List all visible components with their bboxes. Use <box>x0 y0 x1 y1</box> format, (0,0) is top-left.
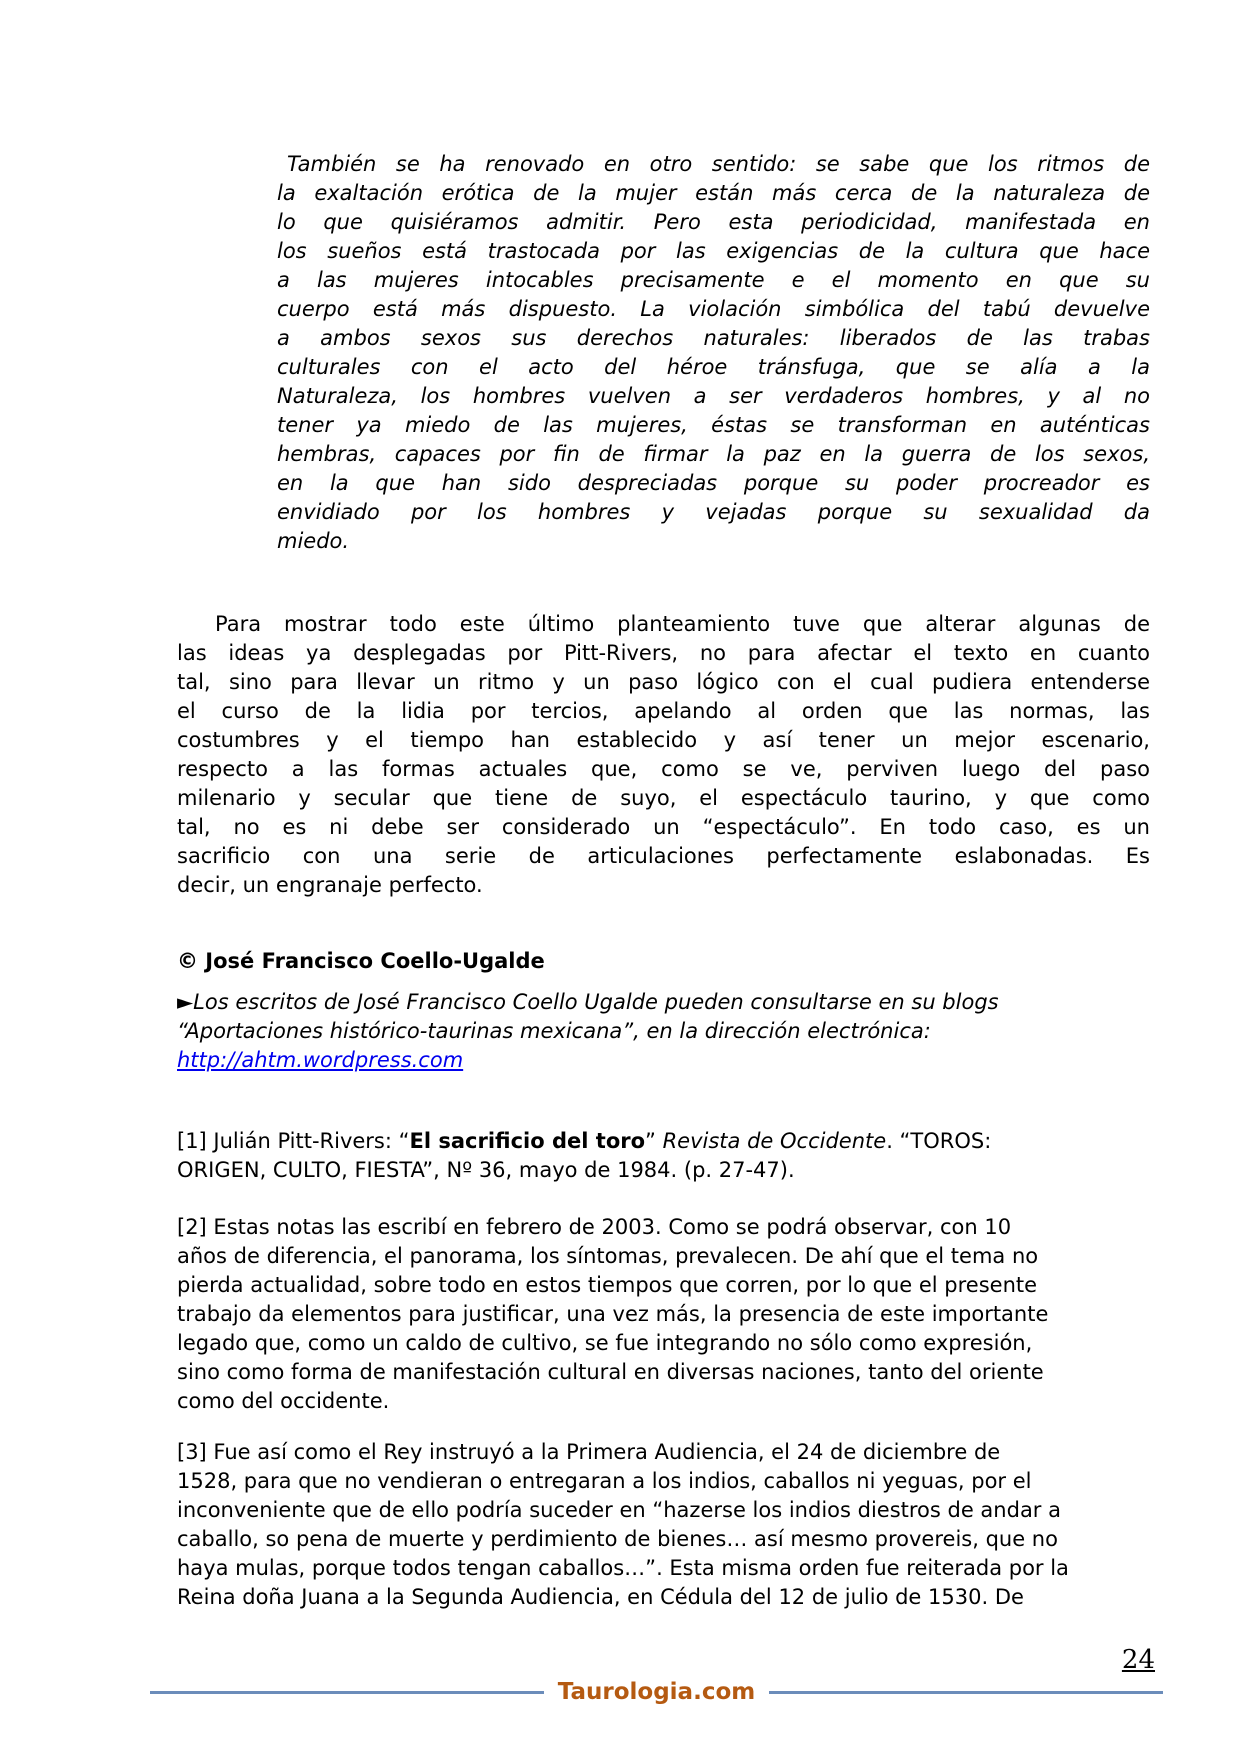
footnote-3 <box>177 1438 1150 1612</box>
text-line: También se ha renovado en otro sentido: se sabe que los ritmos de <box>287 152 1150 176</box>
text-line: [3] Fue así como el Rey instruyó a la Primera Audiencia, el 24 de diciembre de <box>177 1440 1001 1464</box>
text-line: inconveniente que de ello podría suceder en “hazerse los indios diestros de andar a <box>177 1498 1061 1522</box>
footer-rule-row <box>150 1679 1163 1705</box>
footer-brand: Taurologia.com <box>557 1679 756 1705</box>
text-line: en la que han sido despreciadas porque su poder procreador es <box>277 471 1150 495</box>
text-line: costumbres y el tiempo han establecido y así tener un mejor escenario, <box>177 728 1150 752</box>
text-line: a las mujeres intocables precisamente e el momento en que su <box>277 268 1150 292</box>
block-quote <box>277 150 1150 556</box>
text-line: culturales con el acto del héroe tránsfuga, que se alía a la <box>277 355 1150 379</box>
text-line: como del occidente. <box>177 1389 390 1413</box>
text-line: a ambos sexos sus derechos naturales: liberados de las trabas <box>277 326 1150 350</box>
page-number: 24 <box>1121 1645 1155 1675</box>
page-number-row <box>150 1645 1163 1675</box>
footnote-1 <box>177 1127 1150 1185</box>
page-content <box>177 150 1150 1612</box>
footer-rule-left <box>150 1691 544 1694</box>
text-line: legado que, como un caldo de cultivo, se fue integrando no sólo como expresión, <box>177 1331 1033 1355</box>
text-line: respecto a las formas actuales que, como se ve, perviven luego del paso <box>177 757 1150 781</box>
text-line: caballo, so pena de muerte y perdimiento de bienes… así mesmo provereis, que no <box>177 1527 1058 1551</box>
footer-rule-right <box>769 1691 1163 1694</box>
text-line: ►Los escritos de José Francisco Coello Ugalde pueden consultarse en su blogs <box>177 990 999 1014</box>
footnote-2 <box>177 1213 1150 1416</box>
page-footer <box>150 1645 1163 1705</box>
text-line: la exaltación erótica de la mujer están más cerca de la naturaleza de <box>277 181 1150 205</box>
text-line: Reina doña Juana a la Segunda Audiencia, en Cédula del 12 de julio de 1530. De <box>177 1585 1024 1609</box>
copyright-line: © José Francisco Coello-Ugalde <box>177 949 545 973</box>
text-line: el curso de la lidia por tercios, apelando al orden que las normas, las <box>177 699 1150 723</box>
text-line: trabajo da elementos para justificar, una vez más, la presencia de este importante <box>177 1302 1049 1326</box>
text-line: ORIGEN, CULTO, FIESTA”, Nº 36, mayo de 1984. (p. 27-47). <box>177 1158 795 1182</box>
text-line: sino como forma de manifestación cultural en diversas naciones, tanto del oriente <box>177 1360 1044 1384</box>
text-line: milenario y secular que tiene de suyo, el espectáculo taurino, y que como <box>177 786 1150 810</box>
author-note-text <box>177 988 1150 1046</box>
text-line: cuerpo está más dispuesto. La violación simbólica del tabú devuelve <box>277 297 1150 321</box>
text-line: Para mostrar todo este último planteamiento tuve que alterar algunas de <box>215 612 1150 636</box>
text-line: “Aportaciones histórico-taurinas mexicana”, en la dirección electrónica: <box>177 1019 931 1043</box>
text-line: hembras, capaces por fin de firmar la paz en la guerra de los sexos, <box>277 442 1150 466</box>
text-line: tener ya miedo de las mujeres, éstas se transforman en auténticas <box>277 413 1150 437</box>
text-line: [2] Estas notas las escribí en febrero de 2003. Como se podrá observar, con 10 <box>177 1215 1012 1239</box>
text-line: miedo. <box>277 529 350 553</box>
text-segment: El sacrificio del toro <box>409 1129 646 1153</box>
text-segment: Revista de Occidente <box>662 1129 887 1153</box>
text-line: envidiado por los hombres y vejadas porque su sexualidad da <box>277 500 1150 524</box>
text-line: [1] Julián Pitt-Rivers: “El sacrificio del toro” Revista de Occidente. “TOROS: <box>177 1129 992 1153</box>
text-line: los sueños está trastocada por las exigencias de la cultura que hace <box>277 239 1150 263</box>
text-line: haya mulas, porque todos tengan caballos…”. Esta misma orden fue reiterada por la <box>177 1556 1069 1580</box>
text-line: Naturaleza, los hombres vuelven a ser verdaderos hombres, y al no <box>277 384 1150 408</box>
main-paragraph <box>177 610 1150 900</box>
text-line: tal, sino para llevar un ritmo y un paso lógico con el cual pudiera entenderse <box>177 670 1150 694</box>
text-line: tal, no es ni debe ser considerado un “espectáculo”. En todo caso, es un <box>177 815 1150 839</box>
text-line: 1528, para que no vendieran o entregaran a los indios, caballos ni yeguas, por el <box>177 1469 1032 1493</box>
text-line: pierda actualidad, sobre todo en estos tiempos que corren, por lo que el presente <box>177 1273 1038 1297</box>
blog-link[interactable]: http://ahtm.wordpress.com <box>177 1048 464 1072</box>
blog-link-line <box>177 1046 1150 1075</box>
text-line: decir, un engranaje perfecto. <box>177 873 483 897</box>
author-note <box>177 988 1150 1075</box>
text-line: las ideas ya desplegadas por Pitt-Rivers, no para afectar el texto en cuanto <box>177 641 1150 665</box>
text-line: lo que quisiéramos admitir. Pero esta periodicidad, manifestada en <box>277 210 1150 234</box>
text-line: sacrificio con una serie de articulaciones perfectamente eslabonadas. Es <box>177 844 1150 868</box>
text-line: años de diferencia, el panorama, los síntomas, prevalecen. De ahí que el tema no <box>177 1244 1039 1268</box>
